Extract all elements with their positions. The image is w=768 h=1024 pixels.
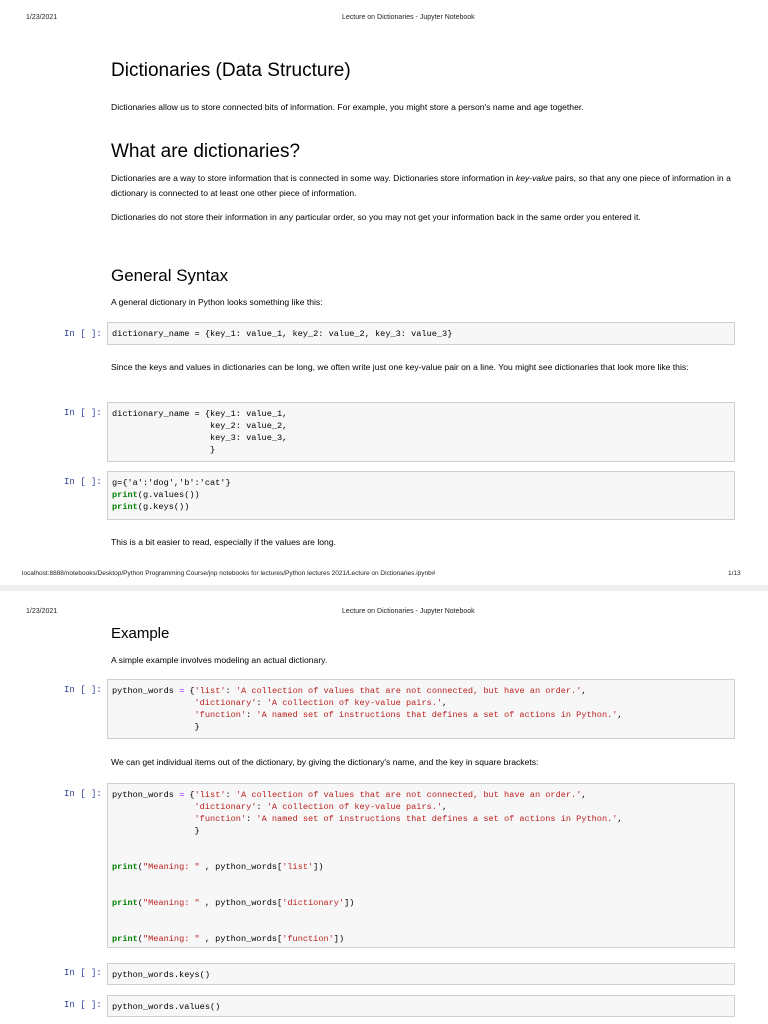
print-header-title: Lecture on Dictionaries - Jupyter Notebook [342, 608, 475, 615]
cell-prompt: In [ ]: [64, 789, 102, 799]
code-line: (g.values()) [137, 490, 200, 500]
code-line: python_words.values() [112, 1002, 221, 1012]
cell-prompt: In [ ]: [64, 477, 102, 487]
section-heading-example: Example [111, 625, 170, 642]
code-cell-2[interactable] [107, 402, 735, 462]
code-line: python_words.keys() [112, 970, 210, 980]
code-cell-4[interactable]: python_words = {'list': 'A collection of values that are not connected, but have an order.', 'dictionary': 'A collection of key-value pairs.', 'function': 'A named set of instructions that defines a set of actions in Python.', } [107, 679, 735, 739]
section-heading-what: What are dictionaries? [111, 141, 301, 162]
print-footer-page: 1/13 [728, 570, 741, 577]
page-title: Dictionaries (Data Structure) [111, 60, 351, 81]
print-header-date: 1/23/2021 [26, 608, 58, 615]
intro-paragraph: Dictionaries allow us to store connected bits of information. For example, you might store a person's name and age together. [111, 102, 584, 112]
code-line: g={'a':'dog','b':'cat'} [112, 478, 231, 488]
print-footer-url: localhost:8888/notebooks/Desktop/Python Programming Course/jnp notebooks for lectures/Python lectures 2021/Lecture on Dictionaries.ipynb# [22, 570, 436, 577]
code-cell-1[interactable] [107, 322, 735, 345]
cell-prompt: In [ ]: [64, 408, 102, 418]
code-block: dictionary_name = {key_1: value_1, key_2: value_2, key_3: value_3, } [112, 409, 288, 455]
example-paragraph: A simple example involves modeling an actual dictionary. [111, 655, 328, 665]
print-header-title: Lecture on Dictionaries - Jupyter Notebook [342, 14, 475, 21]
cell-prompt: In [ ]: [64, 685, 102, 695]
code-line: (g.keys()) [137, 502, 190, 512]
what-paragraph-1: Dictionaries are a way to store information that is connected in some way. Dictionaries store information in key-value pairs, so that any one piece of information in a dictionary is connected to at least one other piece of information. [111, 173, 731, 198]
code-cell-7[interactable] [107, 995, 735, 1017]
code-cell-5[interactable]: python_words = {'list': 'A collection of values that are not connected, but have an order.', 'dictionary': 'A collection of key-value pairs.', 'function': 'A named set of instructions that defines a set of actions in Python.', } print("Meaning: " , python_words['list']) print("Meaning: " , python_words['dictionary']) print("Meaning: " , python_words['function']) [107, 783, 735, 948]
cell-prompt: In [ ]: [64, 968, 102, 978]
syntax-paragraph-2: Since the keys and values in dictionaries can be long, we often write just one key-value pair on a line. You might see dictionaries that look more like this: [111, 362, 689, 372]
what-paragraph-2: Dictionaries do not store their information in any particular order, so you may not get your information back in the same order you entered it. [111, 212, 641, 222]
code-cell-6[interactable] [107, 963, 735, 985]
notebook-page-2 [0, 588, 768, 1024]
print-header-date: 1/23/2021 [26, 14, 58, 21]
section-heading-syntax: General Syntax [111, 266, 229, 285]
easier-paragraph: This is a bit easier to read, especially if the values are long. [111, 537, 336, 547]
code-line: dictionary_name = {key_1: value_1, key_2: value_2, key_3: value_3} [112, 329, 453, 339]
cell-prompt: In [ ]: [64, 1000, 102, 1010]
items-paragraph: We can get individual items out of the dictionary, by giving the dictionary's name, and the key in square brackets: [111, 757, 539, 767]
cell-prompt: In [ ]: [64, 329, 102, 339]
code-cell-3[interactable]: g={'a':'dog','b':'cat'} print(g.values()) print(g.keys()) [107, 471, 735, 520]
syntax-paragraph-1: A general dictionary in Python looks something like this: [111, 297, 323, 307]
